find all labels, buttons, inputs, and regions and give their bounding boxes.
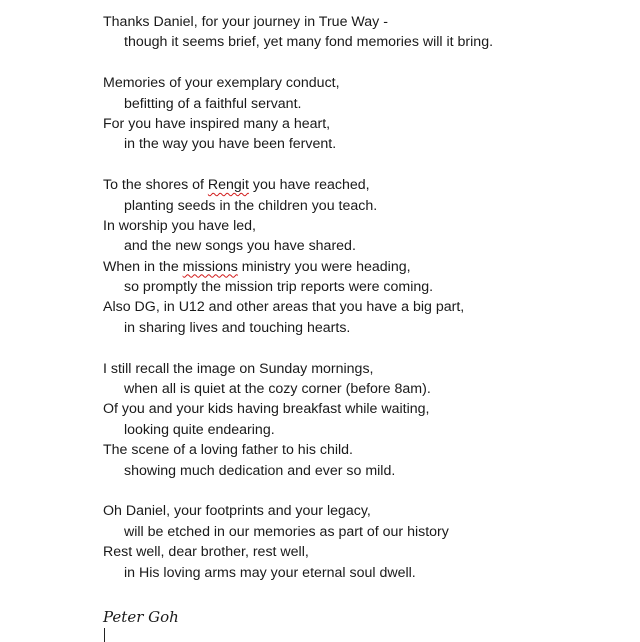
poem-line: When in the missions ministry you were heading, xyxy=(103,258,411,275)
poem-line: showing much dedication and ever so mild. xyxy=(124,462,396,479)
poem-line: To the shores of Rengit you have reached, xyxy=(103,177,370,194)
poem-line: so promptly the mission trip reports were coming. xyxy=(124,279,434,296)
poem-line: will be etched in our memories as part of our history xyxy=(124,523,449,540)
poem-line: Of you and your kids having breakfast while waiting, xyxy=(103,401,430,418)
poem-line: Memories of your exemplary conduct, xyxy=(103,75,340,92)
stanza xyxy=(103,12,623,53)
poem-line: Rest well, dear brother, rest well, xyxy=(103,544,309,561)
poem-line: Also DG, in U12 and other areas that you have a big part, xyxy=(103,299,465,316)
poem-line: though it seems brief, yet many fond memories will it bring. xyxy=(124,34,494,51)
poem-line: and the new songs you have shared. xyxy=(124,238,356,255)
poem-line: in His loving arms may your eternal soul dwell. xyxy=(124,564,416,581)
poem-line: planting seeds in the children you teach. xyxy=(124,197,378,214)
poem-line: Thanks Daniel, for your journey in True Way - xyxy=(103,14,388,30)
stanza xyxy=(103,73,623,155)
poem-line: For you have inspired many a heart, xyxy=(103,115,331,132)
stanza xyxy=(103,359,623,481)
poem-line: I still recall the image on Sunday mornings, xyxy=(103,360,374,377)
stanza xyxy=(103,175,623,338)
poem-line: befitting of a faithful servant. xyxy=(124,95,302,112)
signature: Peter Goh xyxy=(103,608,179,626)
poem-line: in sharing lives and touching hearts. xyxy=(124,319,351,336)
stanza xyxy=(103,501,623,583)
spellcheck-flagged-word: Rengit xyxy=(207,177,249,194)
poem-line: looking quite endearing. xyxy=(124,421,275,438)
poem-body xyxy=(103,12,623,603)
poem-line: The scene of a loving father to his child. xyxy=(103,442,353,459)
poem-line: In worship you have led, xyxy=(103,217,257,234)
spellcheck-flagged-word: missions xyxy=(182,258,238,275)
poem-line: when all is quiet at the cozy corner (before 8am). xyxy=(124,381,431,398)
poem-line: Oh Daniel, your footprints and your legacy, xyxy=(103,503,371,520)
poem-line: in the way you have been fervent. xyxy=(124,136,337,153)
